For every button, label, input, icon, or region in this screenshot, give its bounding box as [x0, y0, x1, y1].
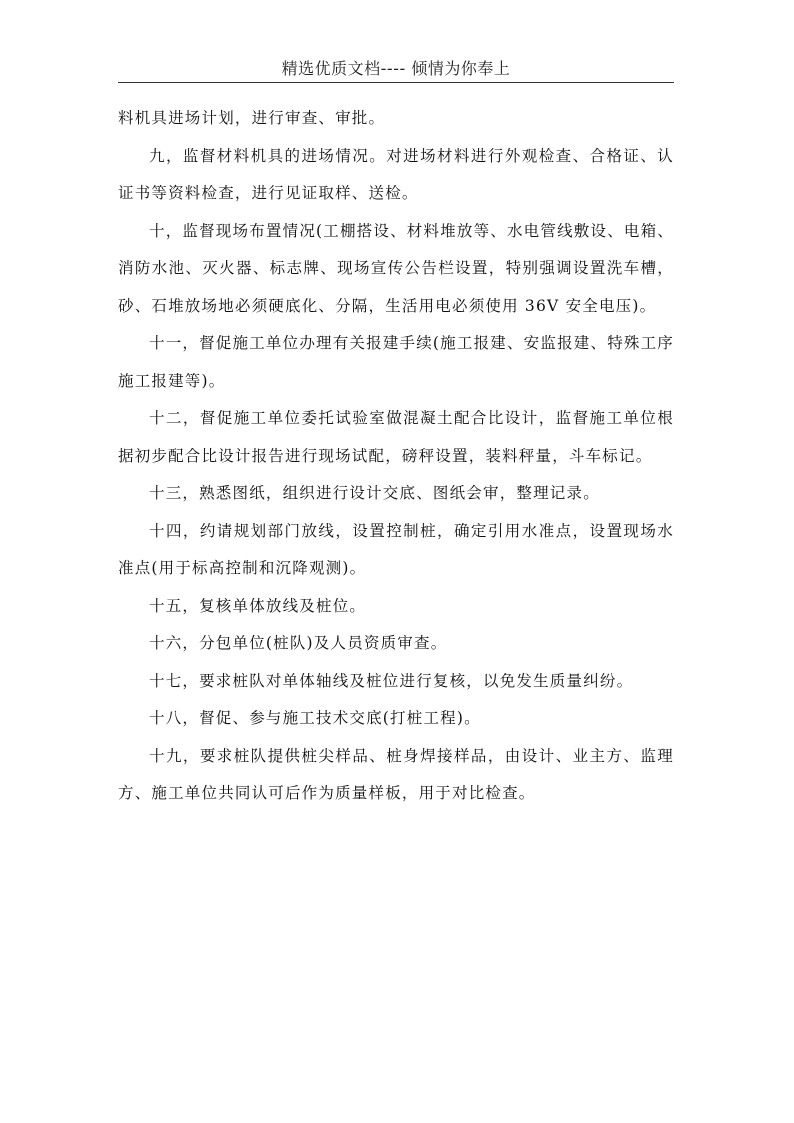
paragraph-item-19: 十九，要求桩队提供桩尖样品、桩身焊接样品，由设计、业主方、监理方、施工单位共同认可后作为质量样板，用于对比检查。	[118, 746, 674, 802]
header-title: 精选优质文档---- 倾情为你奉上	[281, 59, 511, 78]
document-body	[118, 100, 674, 813]
paragraph-item-11: 十一，督促施工单位办理有关报建手续(施工报建、安监报建、特殊工序施工报建等)。	[118, 334, 674, 390]
paragraph-item-10: 十，监督现场布置情况(工棚搭设、材料堆放等、水电管线敷设、电箱、消防水池、灭火器、标志牌、现场宣传公告栏设置，特别强调设置洗车槽，砂、石堆放场地必须硬底化、分隔，生活用电必须使用 36V 安全电压)。	[118, 221, 674, 315]
paragraph-item-17: 十七，要求桩队对单体轴线及桩位进行复核，以免发生质量纠纷。	[149, 671, 634, 690]
paragraph-item-14: 十四，约请规划部门放线，设置控制桩，确定引用水准点，设置现场水准点(用于标高控制和沉降观测)。	[118, 521, 674, 577]
page-header	[118, 58, 674, 83]
paragraph-item-15: 十五，复核单体放线及桩位。	[149, 596, 367, 615]
paragraph-item-16: 十六，分包单位(桩队)及人员资质审查。	[149, 634, 448, 652]
paragraph-item-13: 十三，熟悉图纸，组织进行设计交底、图纸会审，整理记录。	[149, 484, 600, 502]
paragraph-item-18: 十八，督促、参与施工技术交底(打桩工程)。	[149, 709, 481, 727]
paragraph-item-9: 九，监督材料机具的进场情况。对进场材料进行外观检查、合格证、认证书等资料检查，进行见证取样、送检。	[118, 146, 674, 202]
paragraph-item-12: 十二，督促施工单位委托试验室做混凝土配合比设计，监督施工单位根据初步配合比设计报告进行现场试配，磅秤设置，装料秤量，斗车标记。	[118, 409, 674, 465]
paragraph-continuation: 料机具进场计划，进行审查、审批。	[118, 109, 386, 127]
